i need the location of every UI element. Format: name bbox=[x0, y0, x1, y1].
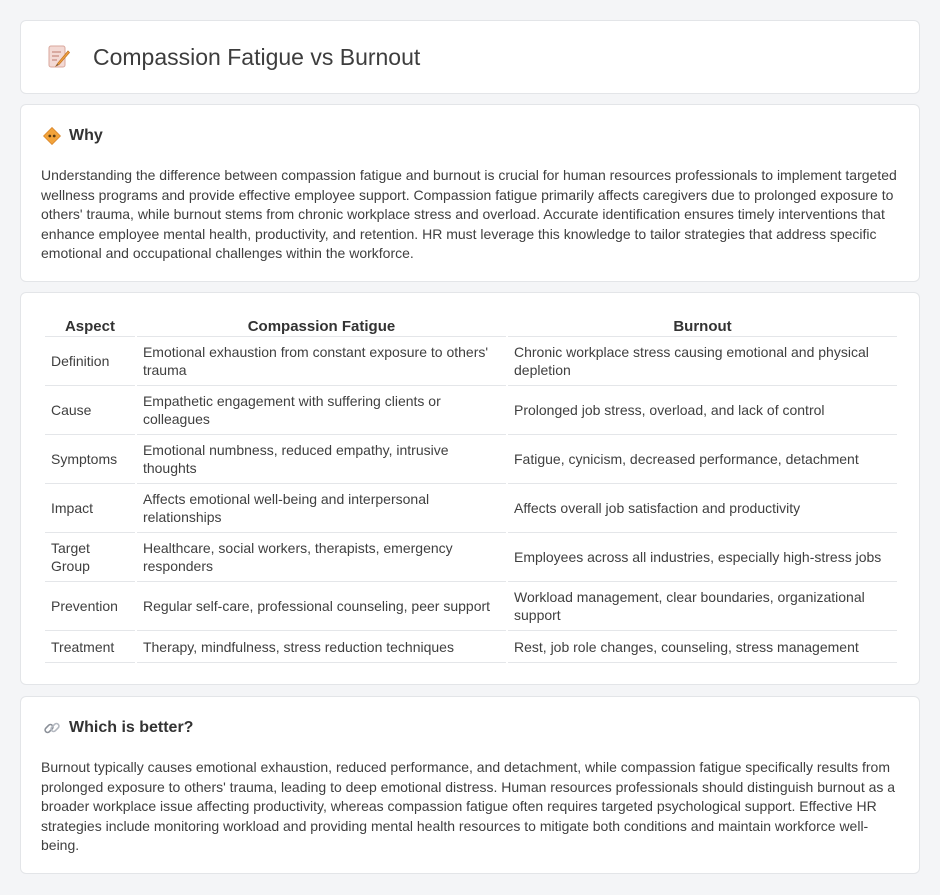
burnout-cell: Affects overall job satisfaction and productivity bbox=[508, 484, 897, 533]
table-row bbox=[45, 533, 897, 582]
aspect-cell: Symptoms bbox=[45, 435, 135, 484]
better-heading bbox=[43, 719, 193, 737]
compassion-fatigue-cell: Regular self-care, professional counseling, peer support bbox=[137, 582, 506, 631]
why-heading bbox=[43, 127, 103, 145]
better-title: Which is better? bbox=[69, 719, 194, 736]
header-compassion-fatigue: Compassion Fatigue bbox=[137, 317, 506, 337]
burnout-cell: Prolonged job stress, overload, and lack of control bbox=[508, 386, 897, 435]
compassion-fatigue-cell: Therapy, mindfulness, stress reduction techniques bbox=[137, 631, 506, 663]
why-card bbox=[20, 104, 920, 282]
compassion-fatigue-cell: Affects emotional well-being and interpersonal relationships bbox=[137, 484, 506, 533]
burnout-cell: Rest, job role changes, counseling, stress management bbox=[508, 631, 897, 663]
comparison-table bbox=[43, 317, 899, 663]
table-row bbox=[45, 582, 897, 631]
title-card bbox=[20, 20, 920, 94]
aspect-cell: Treatment bbox=[45, 631, 135, 663]
aspect-cell: Cause bbox=[45, 386, 135, 435]
page-title: Compassion Fatigue vs Burnout bbox=[93, 43, 421, 70]
header-burnout: Burnout bbox=[508, 317, 897, 337]
table-header-row bbox=[45, 317, 897, 337]
header-aspect: Aspect bbox=[45, 317, 135, 337]
table-row bbox=[45, 484, 897, 533]
memo-pencil-icon bbox=[47, 43, 71, 71]
compassion-fatigue-cell: Empathetic engagement with suffering clients or colleagues bbox=[137, 386, 506, 435]
diamond-sign-icon bbox=[43, 127, 61, 145]
burnout-cell: Fatigue, cynicism, decreased performance, detachment bbox=[508, 435, 897, 484]
aspect-cell: Definition bbox=[45, 337, 135, 386]
burnout-cell: Employees across all industries, especially high-stress jobs bbox=[508, 533, 897, 582]
which-is-better-card bbox=[20, 696, 920, 874]
better-body: Burnout typically causes emotional exhaustion, reduced performance, and detachment, while compassion fatigue specifically results from prolonged exposure to others' trauma, leading to deep emotional distress. Human resources professionals should distinguish burnout as a broader workplace issue affecting productivity, whereas compassion fatigue often requires targeted psychological support. Effective HR strategies include monitoring workload and providing mental health resources to mitigate both conditions and maintain workforce well-being. bbox=[41, 759, 896, 854]
why-title: Why bbox=[69, 127, 103, 144]
compassion-fatigue-cell: Healthcare, social workers, therapists, emergency responders bbox=[137, 533, 506, 582]
table-row bbox=[45, 386, 897, 435]
why-body: Understanding the difference between compassion fatigue and burnout is crucial for human resources professionals to implement targeted wellness programs and provide effective employee support. Compassion fatigue primarily affects caregivers due to prolonged exposure to others' trauma, while burnout stems from chronic workplace stress and overload. Accurate identification ensures timely interventions that enhance employee mental health, productivity, and retention. HR must leverage this knowledge to tailor strategies that address specific emotional and occupational challenges within the workforce. bbox=[41, 167, 897, 262]
table-row bbox=[45, 435, 897, 484]
title-row bbox=[47, 43, 420, 71]
aspect-cell: Target Group bbox=[45, 533, 135, 582]
table-row bbox=[45, 337, 897, 386]
comparison-card bbox=[20, 292, 920, 685]
aspect-cell: Impact bbox=[45, 484, 135, 533]
link-icon bbox=[43, 719, 61, 737]
compassion-fatigue-cell: Emotional numbness, reduced empathy, intrusive thoughts bbox=[137, 435, 506, 484]
burnout-cell: Chronic workplace stress causing emotional and physical depletion bbox=[508, 337, 897, 386]
table-row bbox=[45, 631, 897, 663]
compassion-fatigue-cell: Emotional exhaustion from constant exposure to others' trauma bbox=[137, 337, 506, 386]
burnout-cell: Workload management, clear boundaries, organizational support bbox=[508, 582, 897, 631]
aspect-cell: Prevention bbox=[45, 582, 135, 631]
